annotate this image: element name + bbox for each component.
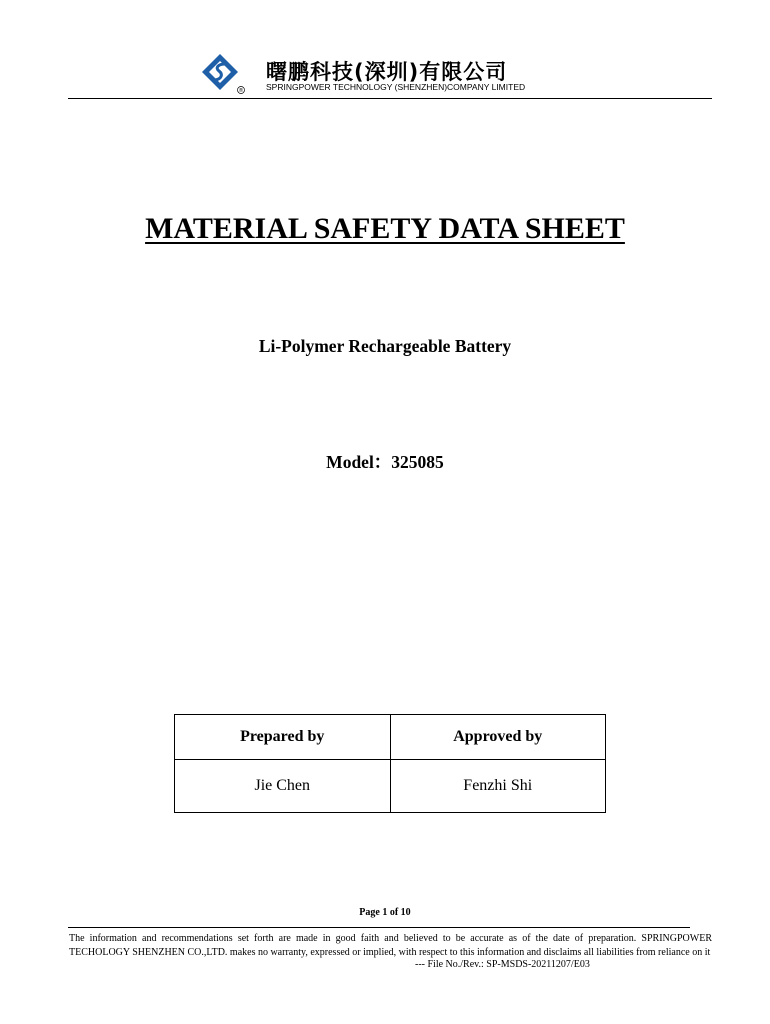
company-name-chinese: 曙鹏科技(深圳)有限公司 (266, 60, 508, 84)
letterhead (68, 48, 712, 99)
page-number: Page 1 of 10 (359, 907, 411, 918)
document-subtitle: Li-Polymer Rechargeable Battery (258, 336, 512, 356)
document-title: MATERIAL SAFETY DATA SHEET (145, 212, 625, 245)
springpower-logo-icon (198, 52, 248, 96)
signoff-table (174, 714, 606, 813)
approved-by-header: Approved by (390, 715, 606, 760)
model-number: Model：325085 (326, 452, 444, 472)
footer-divider (68, 927, 690, 928)
company-name-english: SPRINGPOWER TECHNOLOGY (SHENZHEN)COMPANY LIMITED (266, 82, 526, 92)
registered-mark: ® (238, 88, 244, 94)
file-revision: --- File No./Rev.: SP-MSDS-20211207/E03 (415, 959, 590, 970)
disclaimer-text: The information and recommendations set forth are made in good faith and believed to be accurate as of the date of preparation. SPRINGPOWER TECHOLOGY SHENZHEN CO.,LTD. makes no warranty, expressed or implied, with respect to this information and disclaims all liabilities from reliance on it (69, 933, 712, 958)
prepared-by-header: Prepared by (175, 715, 391, 760)
approved-by-name: Fenzhi Shi (390, 760, 606, 813)
prepared-by-name: Jie Chen (175, 760, 391, 813)
